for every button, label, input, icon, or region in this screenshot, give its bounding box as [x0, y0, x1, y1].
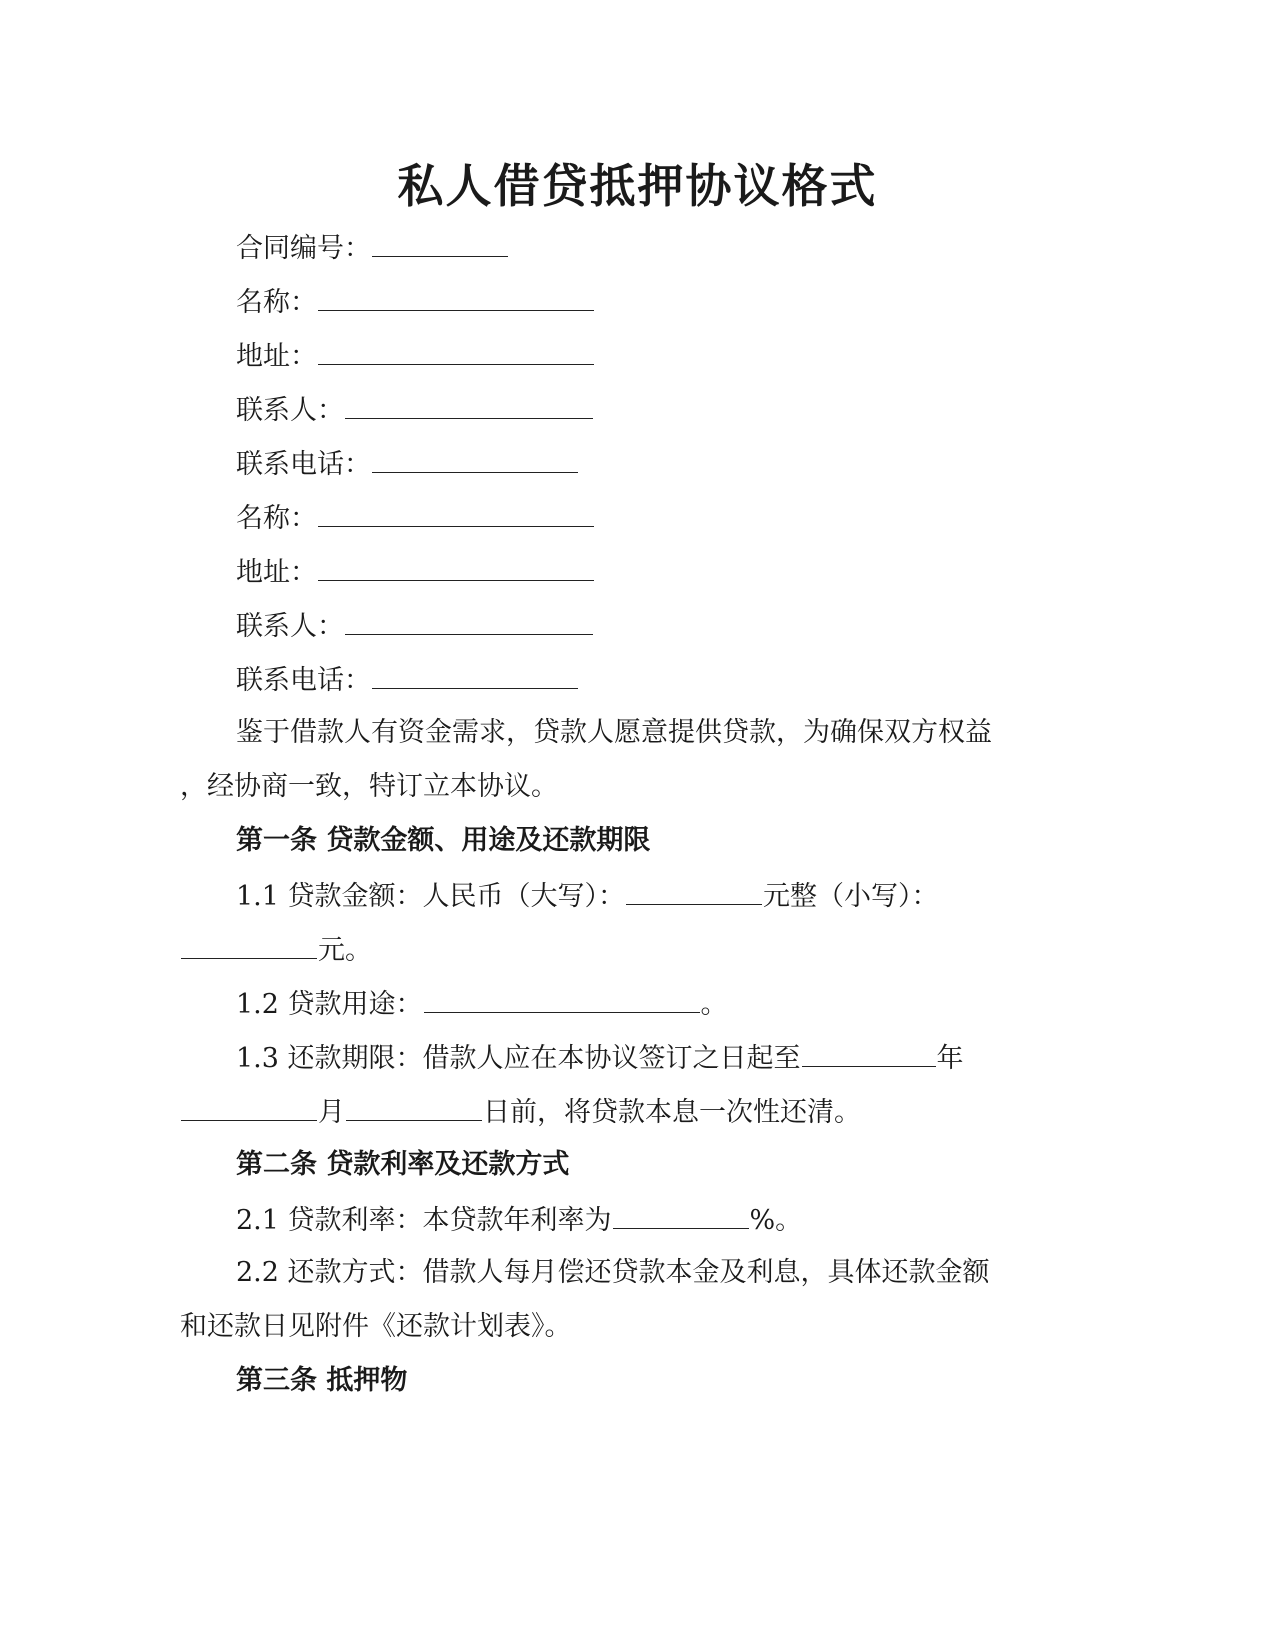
field-label: 联系人：: [236, 611, 344, 642]
clause-text: 元。: [318, 935, 372, 966]
party-a-contact-field: [236, 392, 594, 428]
field-label: 地址：: [236, 341, 317, 372]
article-3-heading: 第三条 抵押物: [236, 1365, 408, 1396]
clause-1-1-line-2: [180, 932, 372, 968]
party-a-name-field: [236, 284, 595, 320]
article-1-heading: 第一条 贷款金额、用途及还款期限: [236, 825, 651, 856]
party-b-name-blank: [318, 500, 594, 527]
field-label: 联系电话：: [236, 665, 371, 696]
clause-1-3-line-1: [236, 1040, 964, 1076]
clause-2-1: [236, 1202, 802, 1238]
party-b-phone-blank: [372, 662, 578, 689]
field-label: 名称：: [236, 503, 317, 534]
clause-text: 1.1 贷款金额：人民币（大写）：: [236, 881, 626, 912]
clause-text: 月: [318, 1097, 345, 1128]
contract-number-blank: [372, 230, 508, 257]
party-a-address-field: [236, 338, 595, 374]
clause-1-1-line-1: [236, 878, 939, 914]
party-b-address-blank: [318, 554, 594, 581]
field-label: 地址：: [236, 557, 317, 588]
loan-purpose-blank: [424, 986, 700, 1013]
party-a-phone-blank: [372, 446, 578, 473]
clause-text: %。: [749, 1205, 803, 1236]
clause-text: 2.1 贷款利率：本贷款年利率为: [236, 1205, 612, 1236]
party-b-name-field: [236, 500, 595, 536]
field-label: 名称：: [236, 287, 317, 318]
clause-2-2-line-2: 和还款日见附件《还款计划表》。: [180, 1311, 572, 1342]
preamble-line-1: 鉴于借款人有资金需求，贷款人愿意提供贷款，为确保双方权益: [236, 717, 992, 748]
field-label: 联系电话：: [236, 449, 371, 480]
field-label: 合同编号：: [236, 233, 371, 264]
party-a-address-blank: [318, 338, 594, 365]
party-b-phone-field: [236, 662, 579, 698]
clause-text: 年: [936, 1043, 964, 1074]
contract-number-field: [236, 230, 509, 266]
party-b-contact-blank: [345, 608, 593, 635]
article-2-heading: 第二条 贷款利率及还款方式: [236, 1149, 570, 1180]
clause-2-2-line-1: 2.2 还款方式：借款人每月偿还贷款本金及利息，具体还款金额: [236, 1257, 990, 1288]
party-a-name-blank: [318, 284, 594, 311]
party-b-contact-field: [236, 608, 594, 644]
clause-1-2: [236, 986, 728, 1022]
party-a-contact-blank: [345, 392, 593, 419]
clause-1-3-line-2: [180, 1094, 861, 1130]
preamble-line-2: ，经协商一致，特订立本协议。: [180, 771, 558, 802]
repay-day-blank: [346, 1094, 482, 1121]
amount-uppercase-blank: [626, 878, 762, 905]
field-label: 联系人：: [236, 395, 344, 426]
clause-text: 。: [700, 989, 728, 1020]
interest-rate-blank: [613, 1202, 749, 1229]
clause-text: 1.3 还款期限：借款人应在本协议签订之日起至: [236, 1043, 801, 1074]
repay-month-blank: [181, 1094, 317, 1121]
clause-text: 元整（小写）：: [763, 881, 939, 912]
clause-text: 日前，将贷款本息一次性还清。: [483, 1097, 861, 1128]
document-title: 私人借贷抵押协议格式: [397, 159, 878, 213]
clause-text: 1.2 贷款用途：: [236, 989, 423, 1020]
repay-year-blank: [802, 1040, 936, 1067]
amount-lowercase-blank: [181, 932, 317, 959]
party-a-phone-field: [236, 446, 579, 482]
party-b-address-field: [236, 554, 595, 590]
